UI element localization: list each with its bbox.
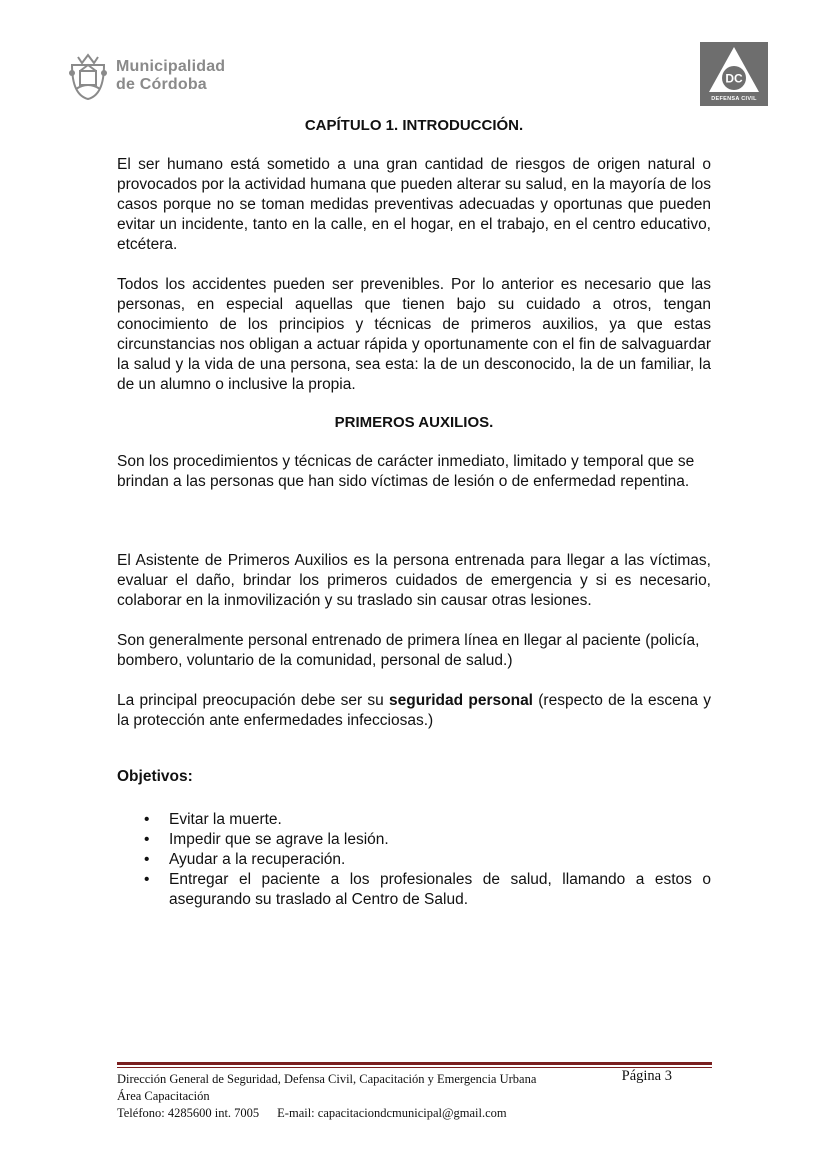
intro-paragraph-1: El ser humano está sometido a una gran cantidad de riesgos de origen natural o provocados por la actividad humana que pueden alterar su salud, en la mayoría de los casos porque no se toman medidas preventivas adecuadas y oportunas que pueden evitar un incidente, tanto en la calle, en el hogar, en el trabajo, en el centro educativo, etcétera. bbox=[117, 156, 711, 253]
defensa-civil-triangle-icon bbox=[700, 42, 768, 98]
intro-paragraph-2: Todos los accidentes pueden ser prevenibles. Por lo anterior es necesario que las personas, en especial aquellas que tienen bajo su cuidado a otros, tengan conocimiento de los principios y técnicas de primeros auxilios, ya que estas circunstancias nos obligan a actuar rápida y oportunamente con el fin de salvaguardar la salud y la vida de una persona, sea esta: la de un desconocido, la de un familiar, la de un alumno o inclusive la propia. bbox=[117, 276, 711, 393]
assistant-paragraph: El Asistente de Primeros Auxilios es la persona entrenada para llegar a las víctimas, evaluar el daño, brindar los primeros cuidados de emergencia y si es necesario, colaborar en la inmovilización y su traslado sin causar otras lesiones. bbox=[117, 552, 711, 609]
logo-line-2: de Córdoba bbox=[116, 76, 207, 93]
bullet-icon: • bbox=[144, 811, 150, 828]
footer-divider-thick bbox=[117, 1062, 712, 1065]
footer-email: E-mail: capacitaciondcmunicipal@gmail.com bbox=[277, 1106, 507, 1120]
personnel-paragraph: Son generalmente personal entrenado de primera línea en llegar al paciente (policía, bombero, voluntario de la comunidad, personal de salud.) bbox=[117, 632, 700, 669]
city-crest-icon bbox=[68, 51, 108, 101]
definition-paragraph: Son los procedimientos y técnicas de carácter inmediato, limitado y temporal que se brindan a las personas que han sido víctimas de lesión o de enfermedad repentina. bbox=[117, 453, 695, 490]
footer-area: Área Capacitación bbox=[117, 1089, 210, 1103]
footer-department: Dirección General de Seguridad, Defensa Civil, Capacitación y Emergencia Urbana bbox=[117, 1072, 537, 1086]
defensa-civil-logo bbox=[700, 42, 768, 106]
concern-text-after: (respecto de la escena y la protección ante enfermedades infecciosas.) bbox=[117, 692, 711, 729]
bullet-icon: • bbox=[144, 871, 150, 888]
concern-text-before: La principal preocupación debe ser su bbox=[117, 692, 390, 709]
page-number: Página 3 bbox=[621, 1068, 672, 1084]
page-footer bbox=[117, 1068, 712, 1122]
footer-phone: Teléfono: 4285600 int. 7005 bbox=[117, 1106, 260, 1120]
bullet-icon: • bbox=[144, 831, 150, 848]
list-item: • Ayudar a la recuperación. bbox=[144, 851, 346, 868]
concern-paragraph bbox=[117, 691, 711, 731]
dc-initials: DC bbox=[725, 71, 743, 86]
list-item: • Impedir que se agrave la lesión. bbox=[144, 831, 389, 848]
bullet-icon: • bbox=[144, 851, 150, 868]
objectives-title: Objetivos: bbox=[117, 768, 193, 785]
dc-caption: DEFENSA CIVIL bbox=[711, 96, 757, 102]
chapter-title: CAPÍTULO 1. INTRODUCCIÓN. bbox=[304, 117, 524, 134]
list-item: • Entregar el paciente a los profesionales de salud, llamando a estos o asegurando su traslado al Centro de Salud. bbox=[144, 871, 711, 908]
municipalidad-logo bbox=[68, 50, 238, 102]
logo-line-1: Municipalidad bbox=[116, 58, 226, 75]
list-item: • Evitar la muerte. bbox=[144, 811, 282, 828]
objectives-list bbox=[117, 810, 711, 910]
section-title: PRIMEROS AUXILIOS. bbox=[334, 414, 494, 431]
concern-emphasis: seguridad personal bbox=[389, 692, 533, 709]
